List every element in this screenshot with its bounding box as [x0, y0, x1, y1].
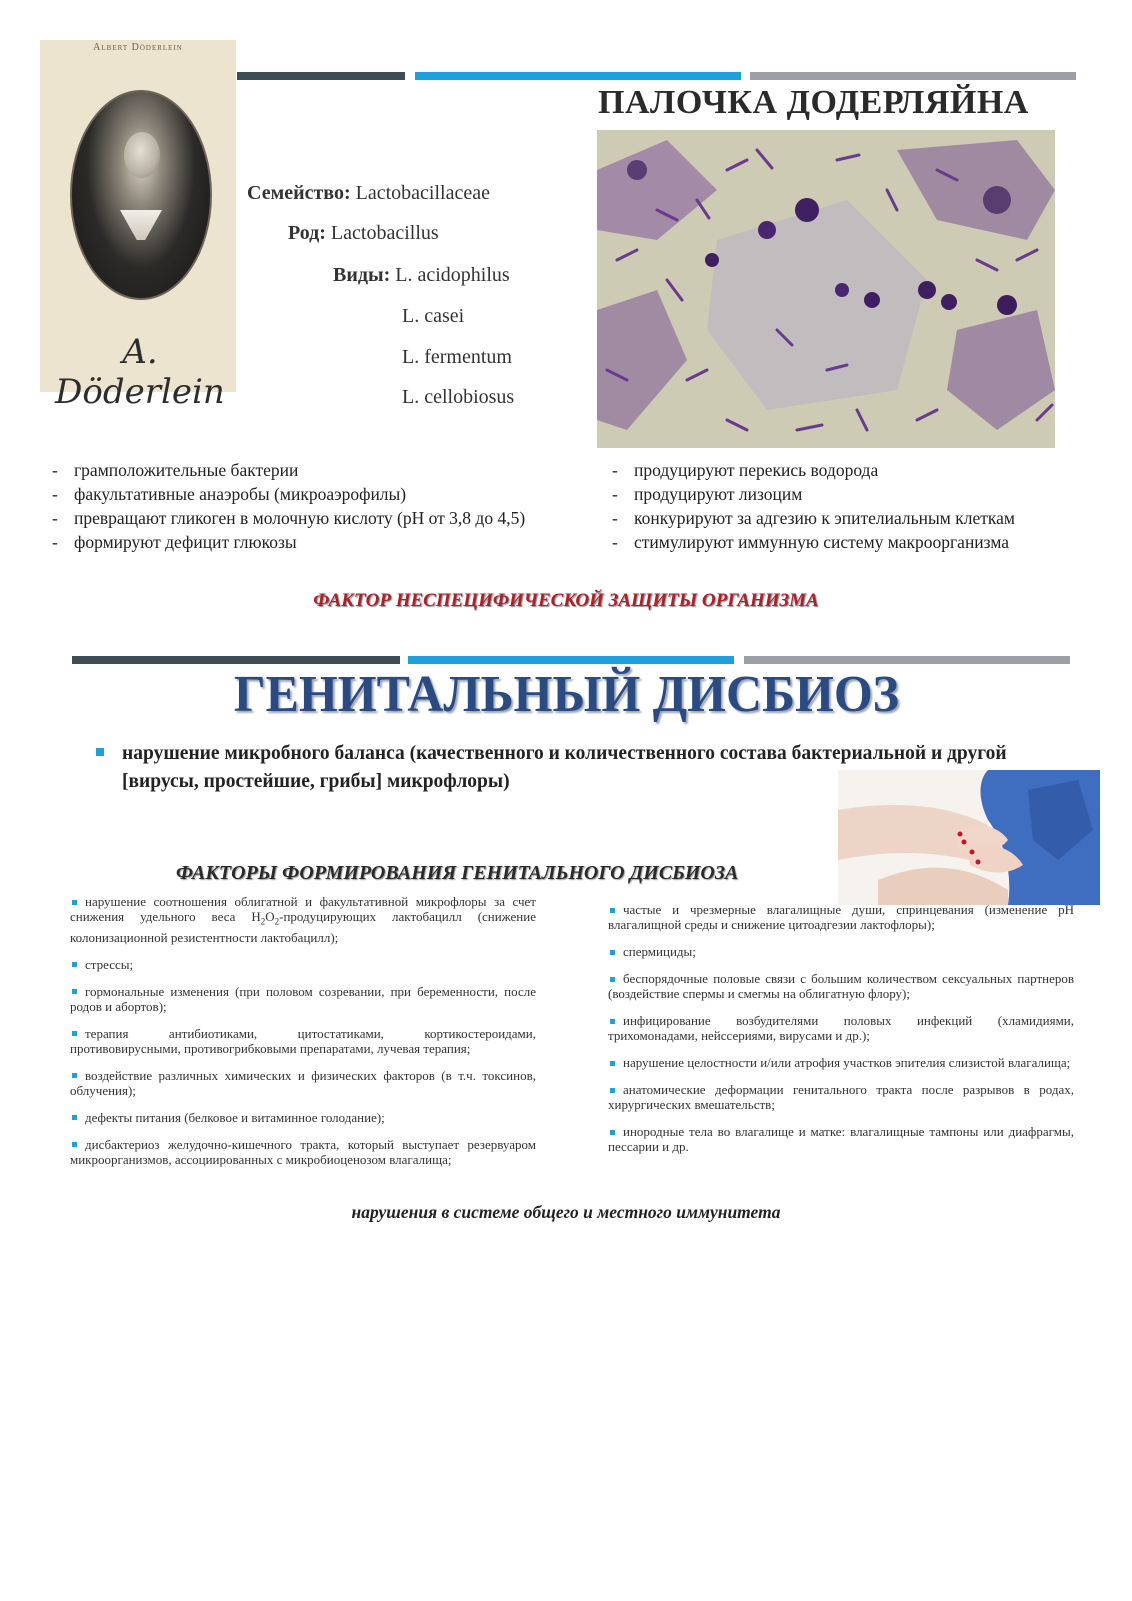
divider-bar-gray: [750, 72, 1076, 80]
factor-text: беспорядочные половые связи с большим количеством сексуальных партнеров (воздействие спермы и смегмы на облигатную флору);: [608, 971, 1074, 1001]
page-title-doderlein: ПАЛОЧКА ДОДЕРЛЯЙНА: [598, 84, 1029, 121]
bullet-square-icon: [610, 1130, 615, 1135]
portrait-doderlein: [40, 40, 236, 412]
properties-right-list: [608, 458, 1015, 554]
factor-text: O: [265, 909, 275, 924]
species-item: L. acidophilus: [395, 264, 510, 286]
portrait-caption: Albert Döderlein: [93, 42, 183, 53]
list-item: [70, 1068, 536, 1098]
bullet-square-icon: [610, 950, 615, 955]
photo-woman-legs: [838, 770, 1100, 905]
bullet-square-icon: [72, 1115, 77, 1120]
family-value: Lactobacillaceae: [355, 182, 490, 204]
list-item: [70, 1110, 536, 1125]
genus-value: Lactobacillus: [330, 222, 439, 244]
factor-text: нарушение соотношения облигатной и факультативной микрофлоры за счет снижения удельного веса H: [70, 894, 536, 924]
factor-text: анатомические деформации генитального тракта после разрывов в родах, хирургических вмешательств;: [608, 1082, 1074, 1112]
portrait-signature: A. Döderlein: [55, 332, 225, 412]
bullet-square-icon: [96, 748, 104, 756]
bullet-square-icon: [610, 908, 615, 913]
list-item: - продуцируют лизоцим: [608, 482, 1015, 506]
species-item: L. cellobiosus: [402, 386, 515, 408]
photo-drawing: [838, 770, 1100, 905]
factor-text: стрессы;: [85, 956, 134, 972]
list-item: [608, 1124, 1074, 1154]
portrait-oval: [70, 90, 212, 300]
factor-text: инфицирование возбудителями половых инфекций (хламидиями, трихомонадами, нейссериями, вирусами и др.);: [608, 1013, 1074, 1043]
factor-text: воздействие различных химических и физических факторов (в т.ч. токсинов, облучения);: [70, 1067, 536, 1098]
list-item: [608, 1082, 1074, 1112]
portrait-face: [124, 132, 160, 178]
factors-title: ФАКТОРЫ ФОРМИРОВАНИЯ ГЕНИТАЛЬНОГО ДИСБИОЗА: [176, 862, 739, 884]
factors-left-list: [70, 894, 536, 1179]
list-item: [608, 1013, 1074, 1043]
portrait-collar: [120, 210, 162, 240]
divider-bar-blue: [408, 656, 734, 664]
list-item: [608, 1055, 1074, 1070]
bullet-square-icon: [72, 989, 77, 994]
taxonomy-family: [247, 182, 490, 205]
factor-text: -продуцирующих лактобацилл (снижение колонизационной резистентности лактобацилл);: [70, 909, 536, 945]
genus-label: Род:: [288, 222, 326, 244]
subscript: 2: [260, 916, 266, 927]
divider-bar-dark: [72, 656, 400, 664]
list-item: - формируют дефицит глюкозы: [48, 530, 525, 554]
bullet-square-icon: [610, 1061, 615, 1066]
bullet-square-icon: [72, 1031, 77, 1036]
taxonomy-species: [333, 264, 510, 287]
family-label: Семейство:: [247, 182, 351, 204]
factor-text: инородные тела во влагалище и матке: влагалищные тампоны или диафрагмы, пессарии и др.: [608, 1124, 1074, 1154]
bullet-square-icon: [72, 962, 77, 967]
species-item: L. casei: [402, 305, 465, 327]
micrograph-image: [597, 130, 1055, 448]
definition-text: нарушение микробного баланса (качественного и количественного состава бактериальной и другой [вирусы, простейшие, грибы] микрофлоры): [122, 743, 1007, 792]
bullet-square-icon: [72, 1142, 77, 1147]
list-item: [70, 1026, 536, 1056]
list-item: - продуцируют перекись водорода: [608, 458, 1015, 482]
list-item: [70, 1137, 536, 1167]
species-item: L. fermentum: [402, 346, 512, 368]
list-item: [608, 902, 1074, 932]
dysbiosis-title-text: ГЕНИТАЛЬНЫЙ ДИСБИОЗ: [233, 666, 899, 723]
species-label: Виды:: [333, 264, 391, 286]
list-item: - грамположительные бактерии: [48, 458, 525, 482]
factor-text: дефекты питания (белковое и витаминное голодание);: [85, 1109, 385, 1125]
list-item: - превращают гликоген в молочную кислоту (pH от 3,8 до 4,5): [48, 506, 525, 530]
protection-factor-title: ФАКТОР НЕСПЕЦИФИЧЕСКОЙ ЗАЩИТЫ ОРГАНИЗМА: [313, 590, 819, 611]
immunity-note: нарушения в системе общего и местного иммунитета: [351, 1202, 781, 1222]
list-item: [70, 957, 536, 972]
factor-text: частые и чрезмерные влагалищные души, спринцевания (изменение pH влагалищной среды и снижение цитоадгезии лактофлоры);: [608, 902, 1074, 932]
divider-bar-dark: [237, 72, 405, 80]
bullet-square-icon: [72, 900, 77, 905]
factor-text: терапия антибиотиками, цитостатиками, кортикостероидами, противовирусными, противогрибковыми препаратами, лучевая терапия;: [70, 1025, 536, 1056]
list-item: - стимулируют иммунную систему макроорганизма: [608, 530, 1015, 554]
divider-bar-blue: [415, 72, 741, 80]
list-item: [608, 944, 1074, 959]
bullet-square-icon: [72, 1073, 77, 1078]
bullet-square-icon: [610, 977, 615, 982]
subscript: 2: [274, 916, 280, 927]
list-item: [70, 894, 536, 945]
factor-text: спермициды;: [623, 944, 696, 959]
factors-right-list: [608, 902, 1074, 1166]
divider-bar-gray: [744, 656, 1070, 664]
factor-text: нарушение целостности и/или атрофия участков эпителия слизистой влагалища;: [623, 1055, 1071, 1070]
bullet-square-icon: [610, 1088, 615, 1093]
list-item: - конкурируют за адгезию к эпителиальным клеткам: [608, 506, 1015, 530]
list-item: [70, 984, 536, 1014]
list-item: - факультативные анаэробы (микроаэрофилы): [48, 482, 525, 506]
factor-text: дисбактериоз желудочно-кишечного тракта, который выступает резервуаром микроорганизмов, ассоциированных с микробиоценозом влагалища;: [70, 1136, 536, 1167]
bullet-square-icon: [610, 1019, 615, 1024]
micrograph-drawing: [597, 130, 1055, 448]
factor-text: гормональные изменения (при половом созревании, при беременности, после родов и абортов);: [70, 983, 536, 1014]
list-item: [608, 971, 1074, 1001]
page-title-dysbiosis: [0, 665, 1132, 724]
properties-left-list: [48, 458, 525, 554]
taxonomy-genus: [288, 222, 439, 245]
